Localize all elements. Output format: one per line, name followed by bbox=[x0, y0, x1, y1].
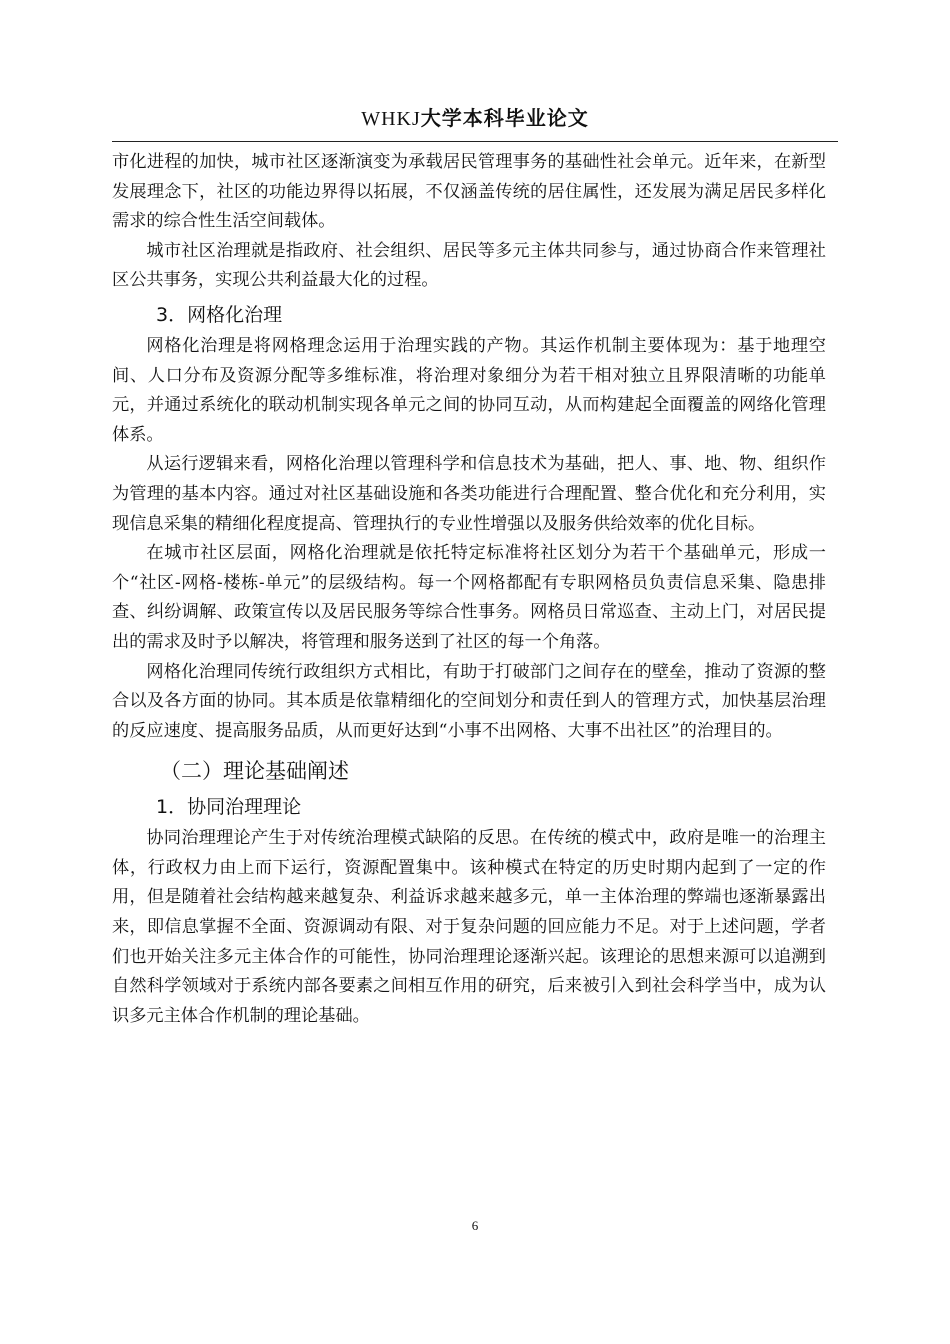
subsection-heading: 3．网格化治理 bbox=[156, 303, 283, 326]
paragraph: 网格化治理同传统行政组织方式相比，有助于打破部门之间存在的壁垒，推动了资源的整合以及各方面的协同。其本质是依靠精细化的空间划分和责任到人的管理方式，加快基层治理的反应速度、提高服务品质，从而更好达到“小事不出网格、大事不出社区”的治理目的。 bbox=[112, 661, 826, 741]
body-text bbox=[112, 148, 826, 1031]
paragraph: 城市社区治理就是指政府、社会组织、居民等多元主体共同参与，通过协商合作来管理社区公共事务，实现公共利益最大化的过程。 bbox=[112, 240, 826, 291]
paragraph: 在城市社区层面，网格化治理就是依托特定标准将社区划分为若干个基础单元，形成一个“社区-网格-楼栋-单元”的层级结构。每一个网格都配有专职网格员负责信息采集、隐患排查、纠纷调解、政策宣传以及居民服务等综合性事务。网格员日常巡查、主动上门，对居民提出的需求及时予以解决，将管理和服务送到了社区的每一个角落。 bbox=[112, 543, 826, 652]
paragraph: 网格化治理是将网格理念运用于治理实践的产物。其运作机制主要体现为：基于地理空间、人口分布及资源分配等多维标准，将治理对象细分为若干相对独立且界限清晰的功能单元，并通过系统化的联动机制实现各单元之间的协同互动，从而构建起全面覆盖的网络化管理体系。 bbox=[112, 335, 826, 445]
header-divider bbox=[112, 141, 838, 142]
paragraph: 协同治理理论产生于对传统治理模式缺陷的反思。在传统的模式中，政府是唯一的治理主体，行政权力由上而下运行，资源配置集中。该种模式在特定的历史时期内起到了一定的作用，但是随着社会结构越来越复杂、利益诉求越来越多元，单一主体治理的弊端也逐渐暴露出来，即信息掌握不全面、资源调动有限、对于复杂问题的回应能力不足。对于上述问题，学者们也开始关注多元主体合作的可能性，协同治理理论逐渐兴起。该理论的思想来源可以追溯到自然科学领域对于系统内部各要素之间相互作用的研究，后来被引入到社会科学当中，成为认识多元主体合作机制的理论基础。 bbox=[112, 828, 826, 1026]
running-header bbox=[112, 102, 838, 131]
paragraph: 从运行逻辑来看，网格化治理以管理科学和信息技术为基础，把人、事、地、物、组织作为管理的基本内容。通过对社区基础设施和各类功能进行合理配置、整合优化和充分利用，实现信息采集的精细化程度提高、管理执行的专业性增强以及服务供给效率的优化目标。 bbox=[112, 454, 826, 534]
section-heading: （二）理论基础阐述 bbox=[160, 759, 349, 784]
paragraph: 市化进程的加快，城市社区逐渐演变为承载居民管理事务的基础性社会单元。近年来，在新型发展理念下，社区的功能边界得以拓展，不仅涵盖传统的居住属性，还发展为满足居民多样化需求的综合性生活空间载体。 bbox=[112, 152, 826, 232]
page-number: 6 bbox=[471, 1218, 479, 1233]
header-title: 大学本科毕业论文 bbox=[420, 106, 589, 130]
header-university-code: WHKJ bbox=[361, 108, 421, 130]
subsection-heading: 1．协同治理理论 bbox=[156, 796, 302, 819]
